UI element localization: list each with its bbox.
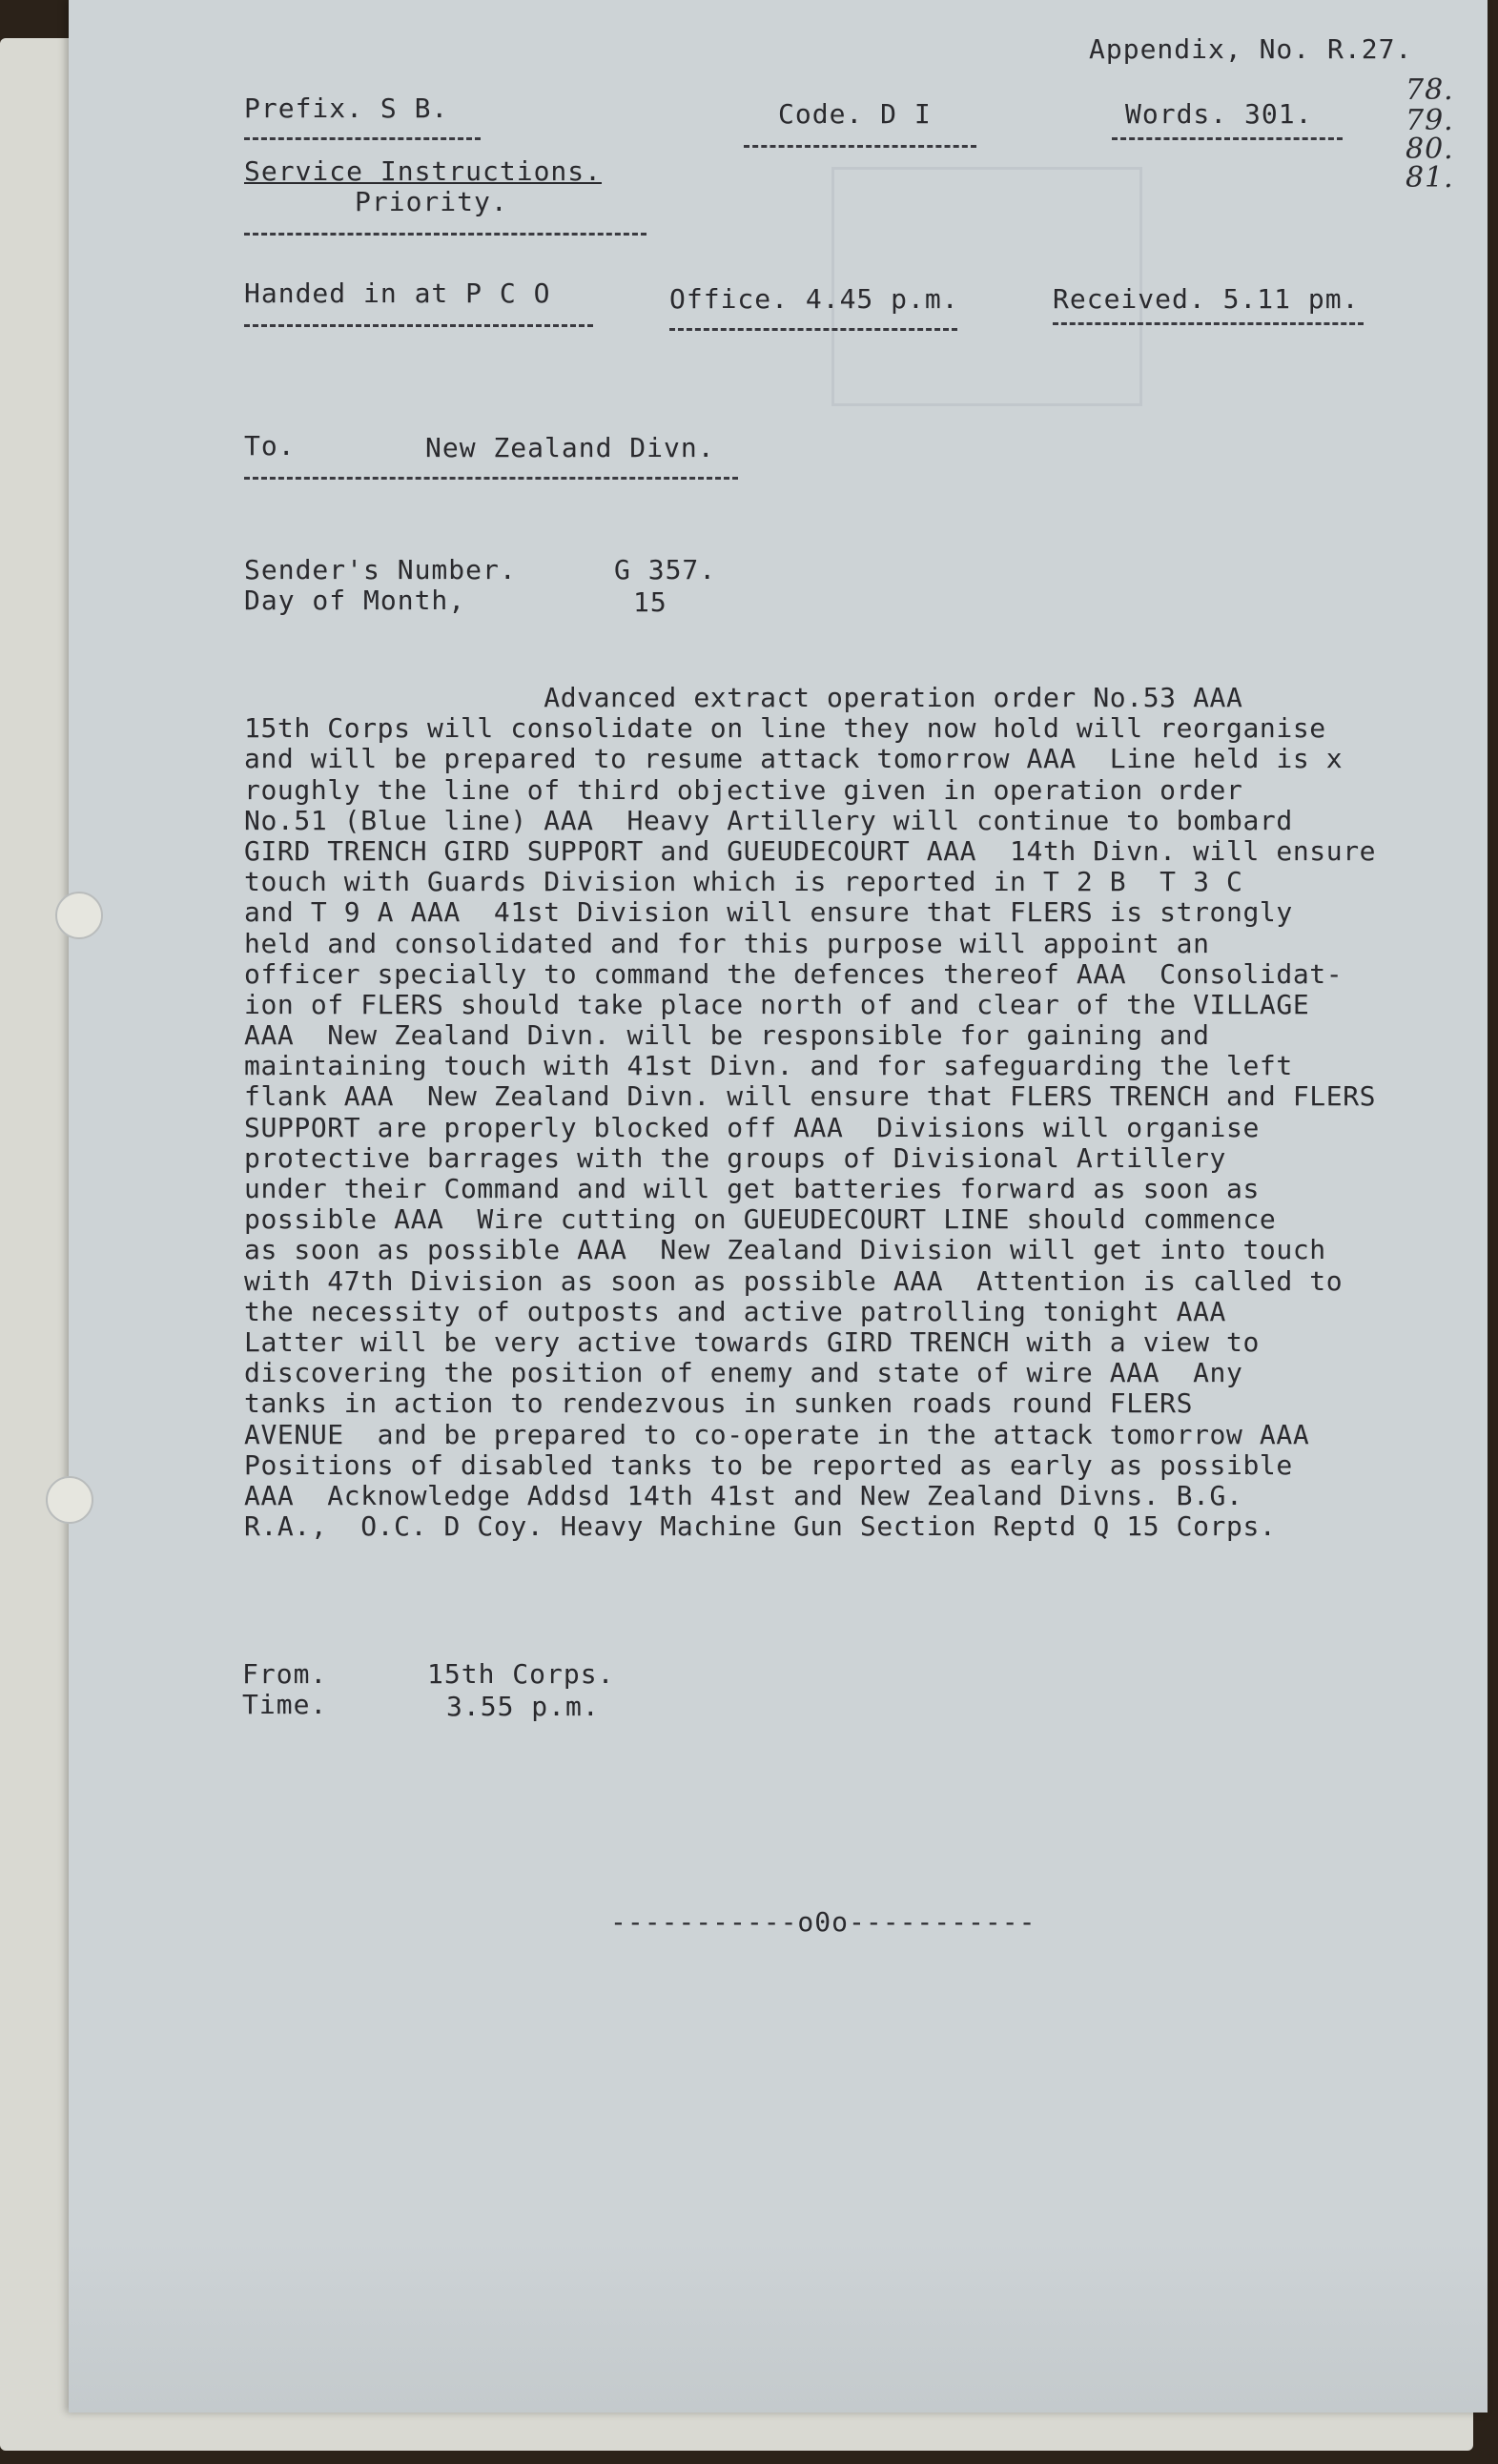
- body-line: and T 9 A AAA 41st Division will ensure that FLERS is strongly: [244, 896, 1293, 929]
- body-line: maintaining touch with 41st Divn. and for safeguarding the left: [244, 1050, 1293, 1082]
- received-field: Received. 5.11 pm.: [1053, 283, 1360, 315]
- received-rule: [1053, 322, 1364, 325]
- handed-in-field: Handed in at P C O: [244, 277, 551, 309]
- body-line: ion of FLERS should take place north of and clear of the VILLAGE: [244, 988, 1310, 1020]
- office-field: Office. 4.45 p.m.: [669, 283, 959, 315]
- appendix-number: Appendix, No. R.27.: [1089, 33, 1413, 65]
- sender-number-value: G 357.: [614, 554, 717, 585]
- body-line: R.A., O.C. D Coy. Heavy Machine Gun Section Reptd Q 15 Corps.: [244, 1510, 1277, 1543]
- to-recipient: New Zealand Divn.: [425, 432, 715, 463]
- body-line: the necessity of outposts and active patrolling tonight AAA: [244, 1295, 1226, 1327]
- priority-label: Priority.: [355, 186, 508, 217]
- time-value: 3.55 p.m.: [446, 1691, 600, 1722]
- body-line: AVENUE and be prepared to co-operate in the attack tomorrow AAA: [244, 1418, 1310, 1450]
- body-line: discovering the position of enemy and state of wire AAA Any: [244, 1357, 1243, 1389]
- day-of-month-value: 15: [633, 586, 667, 618]
- body-line: roughly the line of third objective given in operation order: [244, 773, 1243, 806]
- office-rule: [669, 328, 957, 331]
- body-line: 15th Corps will consolidate on line they now hold will reorganise: [244, 712, 1326, 745]
- punch-hole-lower: [46, 1476, 93, 1524]
- from-label: From.: [242, 1658, 328, 1690]
- message-body: [244, 683, 1484, 1542]
- body-line: under their Command and will get batteries forward as soon as: [244, 1173, 1260, 1204]
- body-line: possible AAA Wire cutting on GUEUDECOURT LINE should commence: [244, 1203, 1277, 1236]
- page-number-4: 81.: [1406, 161, 1454, 195]
- body-line: Latter will be very active towards GIRD TRENCH with a view to: [244, 1325, 1260, 1358]
- service-instructions: Service Instructions.: [244, 155, 603, 187]
- body-line: touch with Guards Division which is reported in T 2 B T 3 C: [244, 866, 1243, 898]
- handed-in-rule: [244, 324, 593, 327]
- punch-hole-upper: [55, 892, 103, 939]
- body-line: tanks in action to rendezvous in sunken roads round FLERS: [244, 1387, 1194, 1420]
- body-line: flank AAA New Zealand Divn. will ensure that FLERS TRENCH and FLERS: [244, 1080, 1377, 1113]
- code-rule: [744, 145, 976, 148]
- body-line: as soon as possible AAA New Zealand Division will get into touch: [244, 1234, 1326, 1266]
- sender-number-label: Sender's Number.: [244, 554, 517, 585]
- time-label: Time.: [242, 1689, 328, 1720]
- body-line: SUPPORT are properly blocked off AAA Divisions will organise: [244, 1111, 1260, 1143]
- day-of-month-label: Day of Month,: [244, 585, 466, 616]
- service-rule: [244, 233, 646, 236]
- body-line: GIRD TRENCH GIRD SUPPORT and GUEUDECOURT AAA 14th Divn. will ensure: [244, 834, 1377, 867]
- page-number-2: 79.: [1406, 104, 1454, 137]
- body-line: AAA Acknowledge Addsd 14th 41st and New Zealand Divns. B.G.: [244, 1479, 1243, 1511]
- body-line: with 47th Division as soon as possible AAA Attention is called to: [244, 1264, 1344, 1297]
- end-of-message-mark: -----------o0o-----------: [610, 1906, 1036, 1938]
- body-line: AAA New Zealand Divn. will be responsible for gaining and: [244, 1019, 1210, 1052]
- body-line: officer specially to command the defences thereof AAA Consolidat-: [244, 957, 1344, 990]
- words-field: Words. 301.: [1125, 98, 1313, 130]
- to-rule: [244, 477, 738, 480]
- body-line: Advanced extract operation order No.53 AAA: [244, 682, 1243, 713]
- page-number-1: 78.: [1406, 73, 1454, 107]
- body-line: No.51 (Blue line) AAA Heavy Artillery will continue to bombard: [244, 804, 1293, 836]
- prefix-field: Prefix. S B.: [244, 92, 449, 124]
- body-line: protective barrages with the groups of Divisional Artillery: [244, 1141, 1226, 1174]
- prefix-rule: [244, 137, 481, 140]
- to-label: To.: [244, 430, 296, 462]
- body-line: held and consolidated and for this purpose will appoint an: [244, 927, 1210, 959]
- words-rule: [1112, 137, 1343, 140]
- page-number-3: 80.: [1406, 133, 1454, 166]
- body-line: and will be prepared to resume attack tomorrow AAA Line held is x: [244, 743, 1344, 775]
- from-value: 15th Corps.: [427, 1658, 615, 1690]
- code-field: Code. D I: [778, 98, 932, 130]
- body-line: Positions of disabled tanks to be reported as early as possible: [244, 1448, 1293, 1481]
